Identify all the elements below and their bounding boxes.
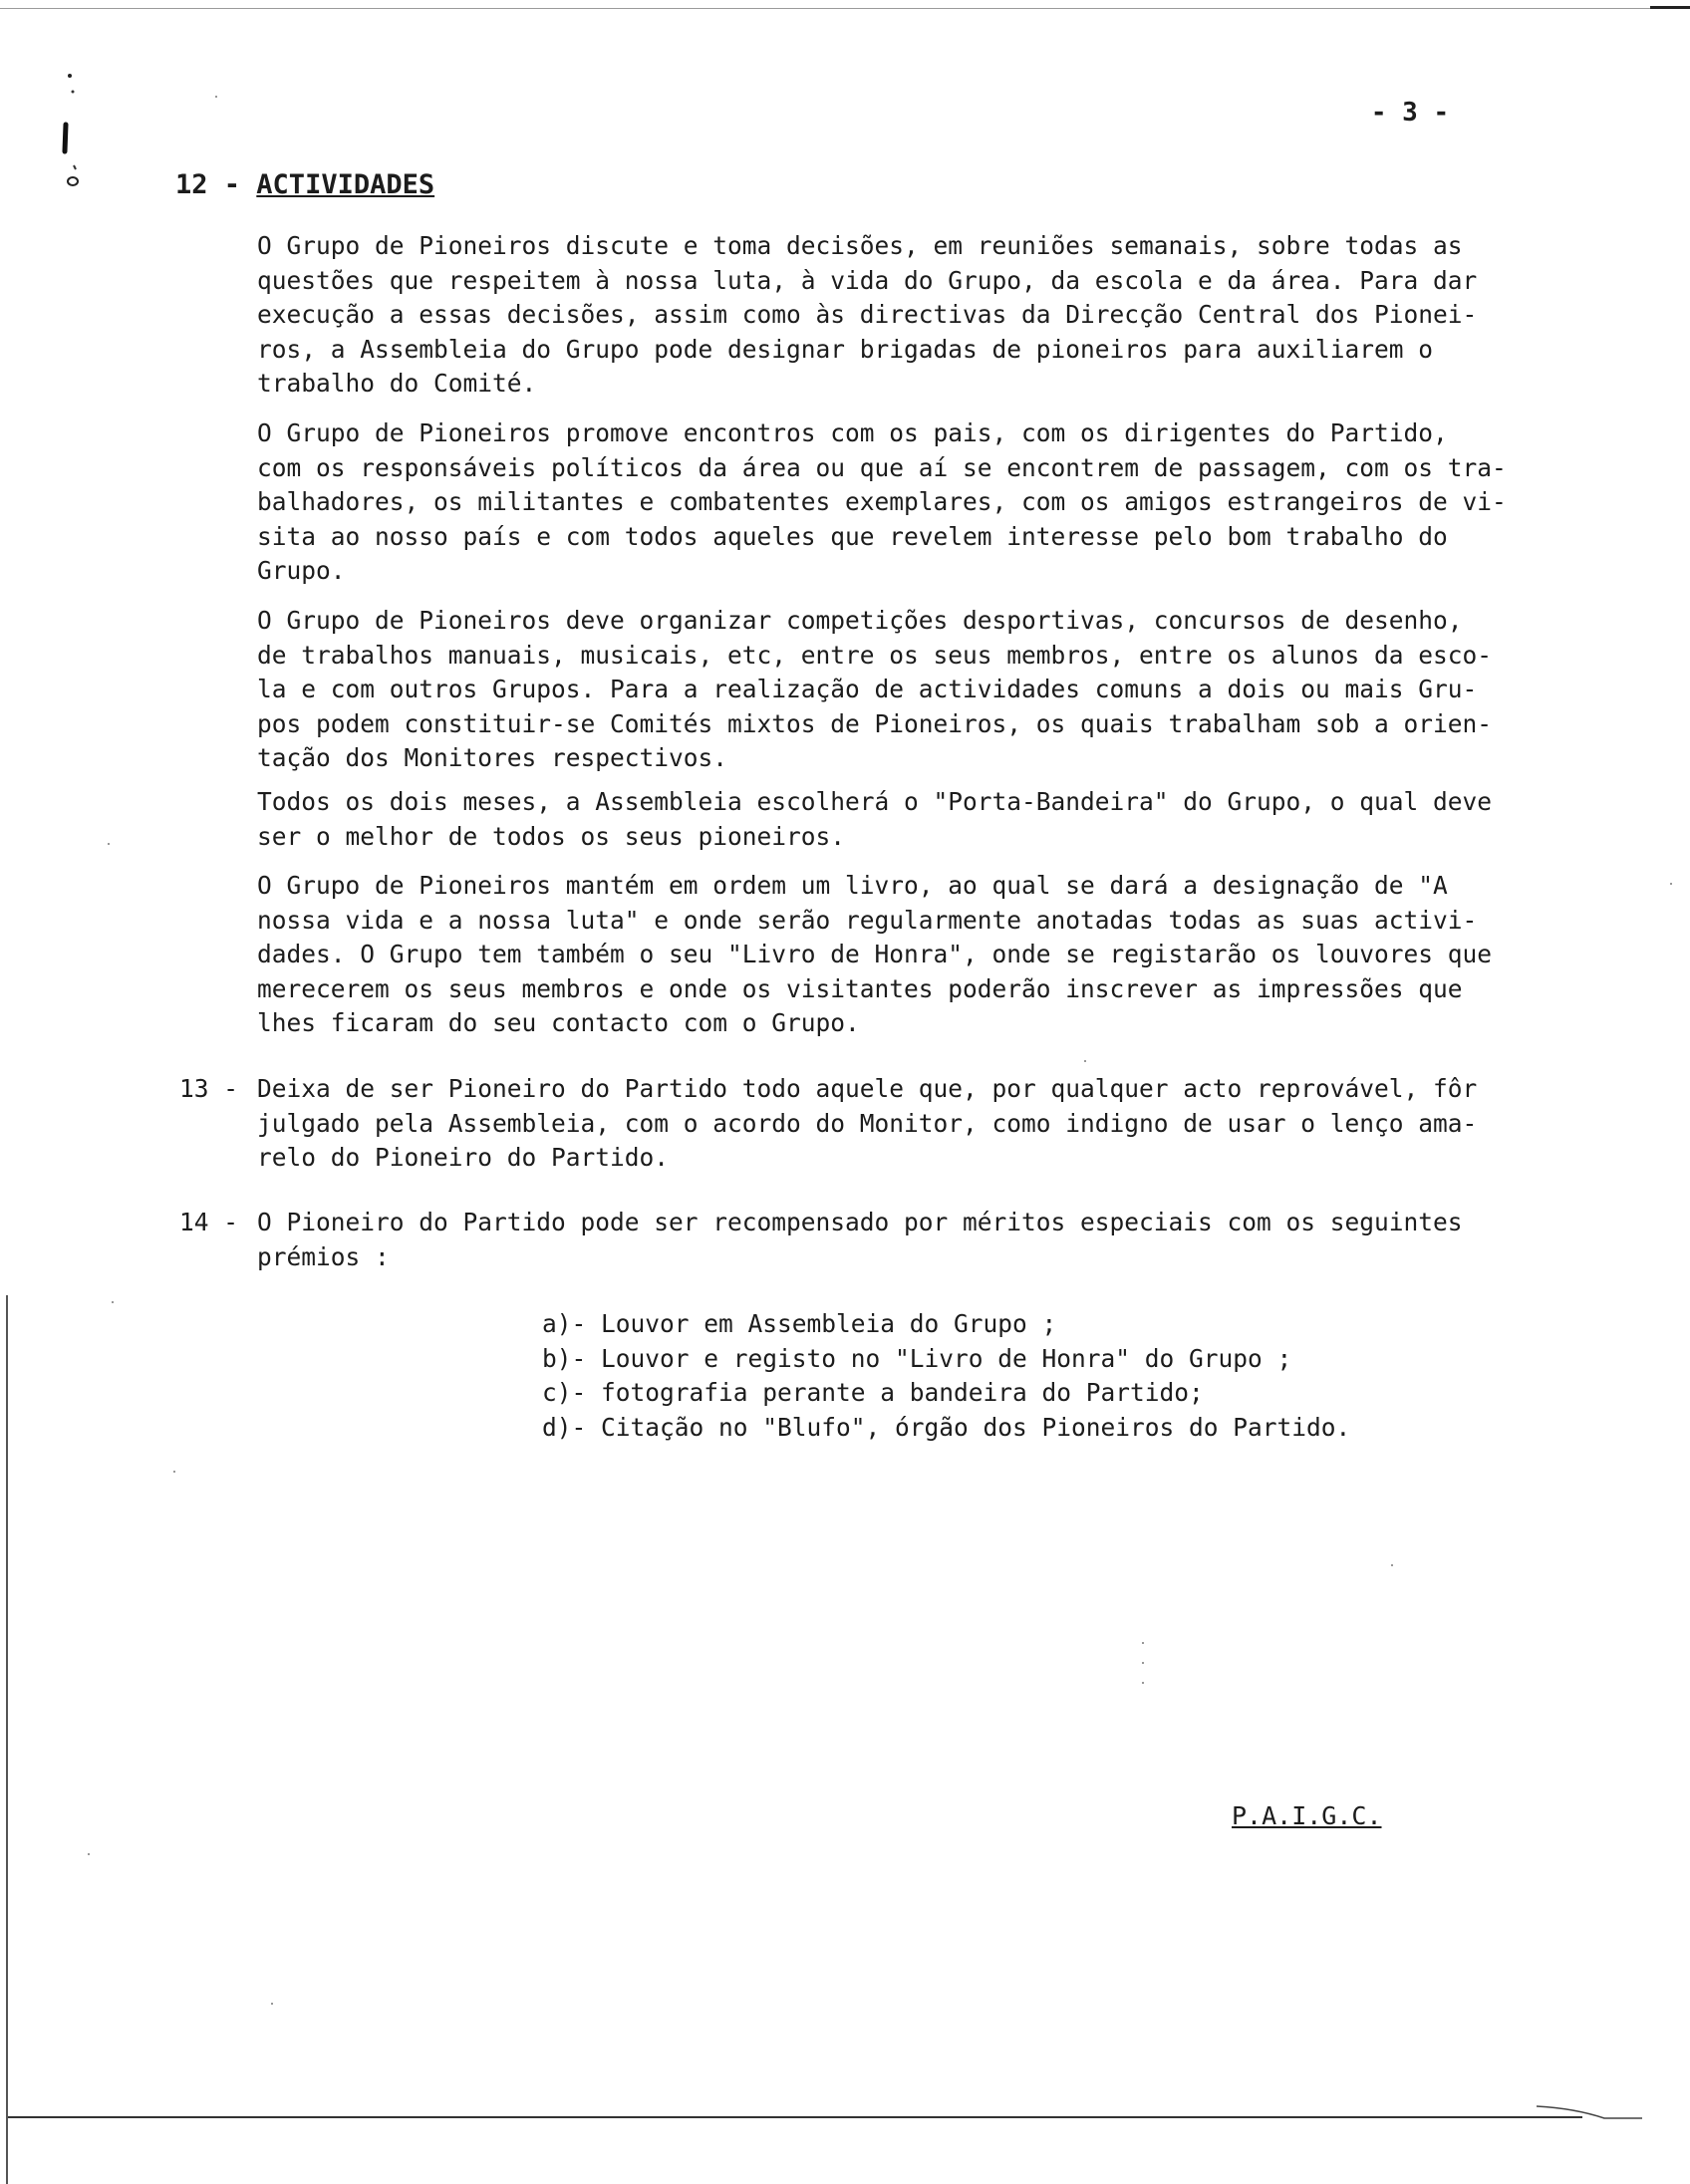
text-line: Grupo. [257,556,346,585]
text-line: la e com outros Grupos. Para a realização de actividades comuns a dois ou mais Gru- [257,675,1478,703]
scan-speck [1670,883,1672,885]
item-body [257,1206,1463,1274]
page-corner-mark [1650,6,1690,9]
item-body [257,1072,1477,1176]
text-line: prémios : [257,1241,390,1271]
text-line: ser o melhor de todos os seus pioneiros. [257,821,846,851]
text-line: O Grupo de Pioneiros discute e toma decisões, em reuniões semanais, sobre todas as [257,231,1463,260]
section-heading [175,169,434,200]
scan-speck [88,1853,90,1855]
scan-speck [271,2003,273,2005]
text-line: O Grupo de Pioneiros promove encontros com os pais, com os dirigentes do Partido, [257,418,1448,447]
prize-item: b)- Louvor e registo no "Livro de Honra" do Grupo ; [542,1343,1292,1373]
text-line: O Grupo de Pioneiros mantém em ordem um livro, ao qual se dará a designação de "A [257,871,1448,900]
paragraph-group-books [257,869,1592,1041]
text-line: tação dos Monitores respectivos. [257,743,728,772]
text-line: relo do Pioneiro do Partido. [257,1143,670,1172]
text-line: julgado pela Assembleia, com o acordo do Monitor, como indigno de usar o lenço ama- [257,1108,1478,1138]
item-number: 14 - [179,1208,239,1236]
section-number: 12 - [175,169,241,200]
scan-speck [1142,1642,1144,1644]
scan-speck [215,96,217,98]
paragraph-group-competitions [257,604,1592,776]
margin-mark-icon [56,70,86,199]
text-line: sita ao nosso país e com todos aqueles que revelem interesse pelo bom trabalho do [257,521,1448,551]
signature-paigc: P.A.I.G.C. [1232,1801,1382,1830]
scan-speck [112,1301,114,1303]
text-line: pos podem constituir-se Comités mixtos de Pioneiros, os quais trabalham sob a orien- [257,708,1493,738]
text-line: merecerem os seus membros e onde os visitantes poderão inscrever as impressões que [257,973,1463,1003]
text-line: trabalho do Comité. [257,369,537,398]
text-line: dades. O Grupo tem também o seu "Livro de Honra", onde se registarão os louvores que [257,940,1493,968]
prize-item: a)- Louvor em Assembleia do Grupo ; [542,1309,1057,1338]
page-top-edge [0,8,1690,9]
scan-stroke-mark [1535,2104,1644,2122]
text-line: de trabalhos manuais, musicais, etc, entre os seus membros, entre os alunos da esco- [257,640,1493,670]
text-line: execução a essas decisões, assim como às directivas da Direcção Central dos Pionei- [257,300,1478,329]
page-number: - 3 - [1370,98,1450,128]
text-line: questões que respeitem à nossa luta, à vida do Grupo, da escola e da área. Para dar [257,265,1478,295]
paragraph-group-decisions [257,229,1592,402]
page-bottom-edge [8,2116,1582,2118]
text-line: lhes ficaram do seu contacto com o Grupo. [257,1008,860,1037]
text-line: O Pioneiro do Partido pode ser recompensado por méritos especiais com os seguintes [257,1208,1463,1236]
text-line: Deixa de ser Pioneiro do Partido todo aquele que, por qualquer acto reprovável, fôr [257,1074,1478,1103]
page-left-edge [6,1295,8,2184]
text-line: com os responsáveis políticos da área ou que aí se encontrem de passagem, com os tra- [257,452,1507,482]
text-line: balhadores, os militantes e combatentes exemplares, com os amigos estrangeiros de vi- [257,487,1507,516]
paragraph-group-meetings [257,416,1592,589]
scan-speck [1142,1682,1144,1684]
item-number: 13 - [179,1074,239,1103]
scan-speck [1084,1060,1086,1062]
prize-item: d)- Citação no "Blufo", órgão dos Pioneiros do Partido. [542,1412,1351,1442]
text-line: nossa vida e a nossa luta" e onde serão regularmente anotadas todas as suas activi- [257,905,1478,935]
scan-speck [1391,1564,1393,1566]
scan-speck [1142,1662,1144,1664]
scan-speck [108,843,110,845]
section-title: ACTIVIDADES [256,169,435,200]
paragraph-flag-bearer [257,785,1592,854]
scan-speck [173,1471,175,1473]
text-line: O Grupo de Pioneiros deve organizar competições desportivas, concursos de desenho, [257,606,1463,635]
prize-list [542,1307,1350,1445]
text-line: Todos os dois meses, a Assembleia escolherá o "Porta-Bandeira" do Grupo, o qual deve [257,787,1493,816]
text-line: ros, a Assembleia do Grupo pode designar brigadas de pioneiros para auxiliarem o [257,334,1434,364]
prize-item: c)- fotografia perante a bandeira do Partido; [542,1378,1204,1407]
